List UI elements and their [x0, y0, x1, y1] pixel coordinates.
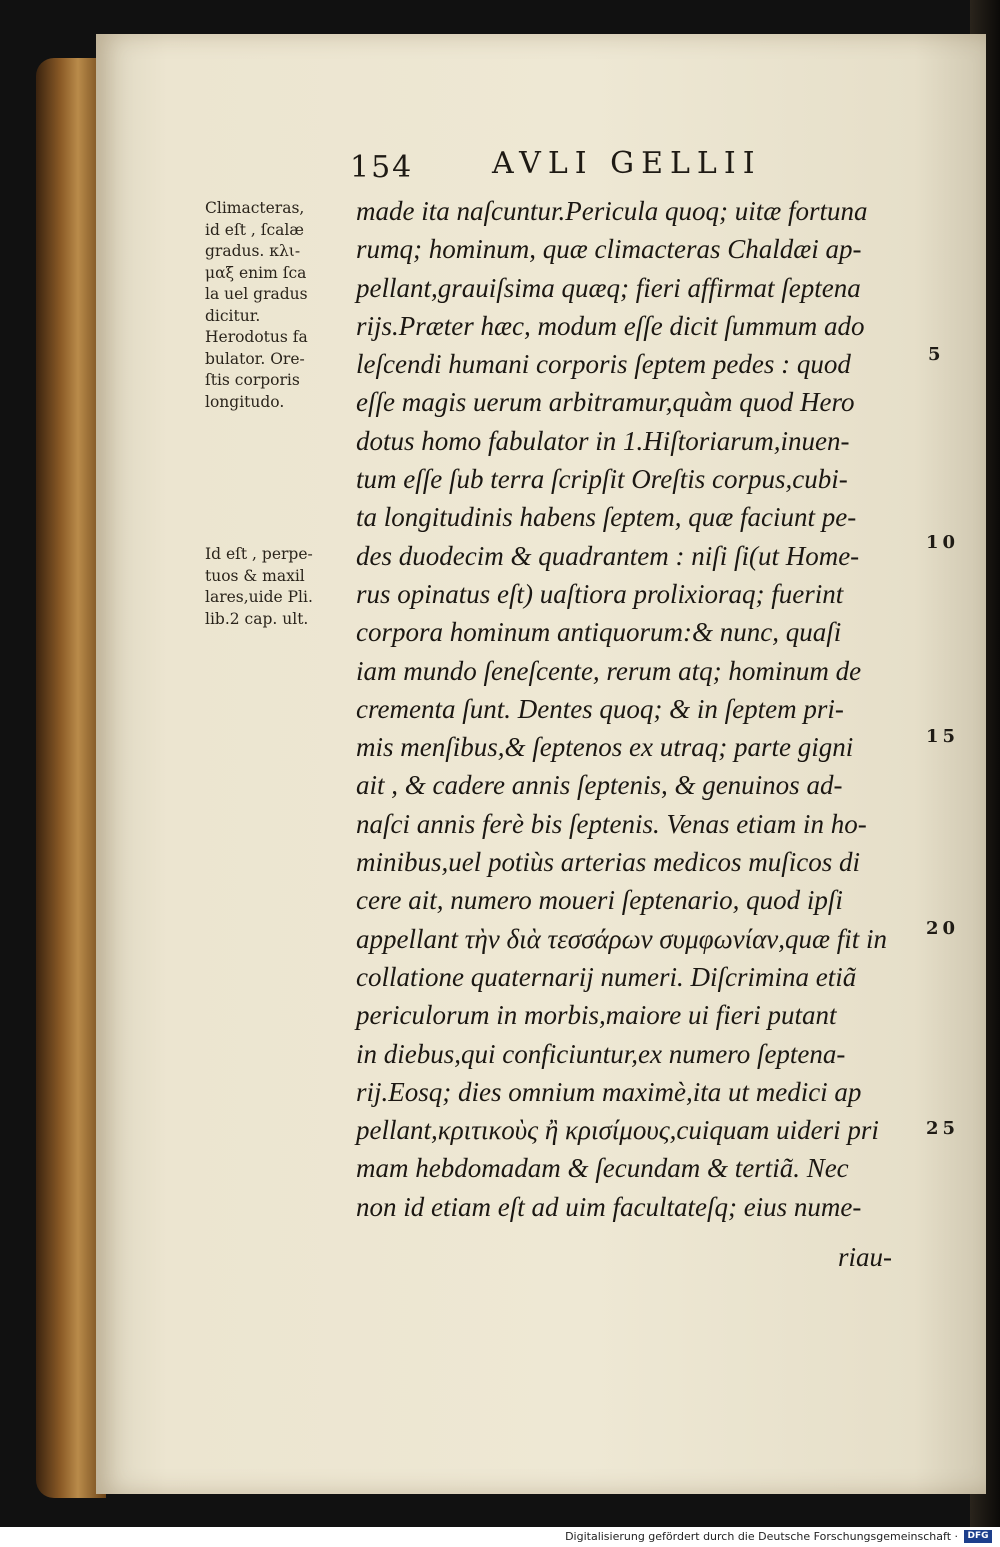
margin-note-climacteras: [205, 198, 308, 413]
text-line: rijs.Præter hæc, modum eſſe dicit ſummum ado: [356, 310, 865, 341]
line-number-25: 25: [926, 1118, 960, 1139]
text-line: minibus,uel potiùs arterias medicos muſicos di: [356, 847, 860, 878]
running-title: AVLI GELLII: [492, 146, 762, 181]
text-line: collatione quaternarij numeri. Diſcrimina etiã: [356, 961, 857, 992]
catchword: riau-: [838, 1242, 892, 1272]
text-line: pellant,grauiſsima quæq; fieri affirmat ſeptena: [356, 272, 861, 303]
text-line: corpora hominum antiquorum:& nunc, quaſi: [356, 617, 842, 648]
text-line: ta longitudinis habens ſeptem, quæ faciunt pe-: [356, 502, 857, 533]
margin-note-line: ſtis corporis: [205, 371, 300, 389]
line-number-20: 20: [926, 918, 960, 939]
margin-note-line: tuos & maxil: [205, 566, 305, 585]
line-number-15: 15: [926, 726, 960, 747]
funding-credit: Digitalisierung gefördert durch die Deutsche Forschungsgemeinschaft ·: [565, 1530, 958, 1543]
dfg-logo: DFG: [964, 1530, 992, 1543]
text-line: des duodecim & quadrantem : niſi ſi(ut Home-: [356, 540, 860, 571]
text-line: appellant τὴν διὰ τεσσάρων συμφωνίαν,quæ fit in: [356, 923, 888, 954]
margin-note-line: id eſt , ſcalæ: [205, 220, 304, 239]
margin-note-line: lib.2 cap. ult.: [205, 609, 309, 628]
text-line: rumq; hominum, quæ climacteras Chaldæi ap-: [356, 234, 862, 265]
text-line: eſſe magis uerum arbitramur,quàm quod Hero: [356, 387, 855, 418]
margin-note-teeth: [205, 544, 313, 630]
page-header: [350, 146, 770, 190]
footer-bar: [0, 1527, 1000, 1547]
text-line: periculorum in morbis,maiore ui fieri putant: [356, 1000, 837, 1031]
text-line: ait , & cadere annis ſeptenis, & genuinos ad-: [356, 770, 843, 801]
margin-note-line: lares,uide Pli.: [205, 588, 313, 606]
text-line: tum eſſe ſub terra ſcripſit Oreſtis corpus,cubi-: [356, 464, 848, 495]
text-line: rus opinatus eſt) uaſtiora prolixioraq; fuerint: [356, 578, 844, 609]
margin-note-line: longitudo.: [205, 392, 285, 411]
margin-note-line: Climacteras,: [205, 199, 305, 217]
margin-note-line: la uel gradus: [205, 285, 308, 303]
text-line: iam mundo ſeneſcente, rerum atq; hominum de: [356, 655, 862, 686]
margin-note-line: μαξ enim ſca: [205, 263, 307, 282]
text-line: leſcendi humani corporis ſeptem pedes : quod: [356, 349, 851, 380]
text-line: in diebus,qui conficiuntur,ex numero ſeptena-: [356, 1038, 846, 1069]
text-line: non id etiam eſt ad uim facultateſq; eius nume-: [356, 1191, 862, 1222]
text-line: naſci annis ferè bis ſeptenis. Venas etiam in ho-: [356, 808, 867, 839]
line-number-5: 5: [928, 344, 945, 365]
text-line: mis menſibus,& ſeptenos ex utraq; parte gigni: [356, 732, 854, 763]
margin-note-line: Herodotus fa: [205, 328, 308, 346]
text-line: pellant,κριτικοὺς ἢ κρισίμους,cuiquam uideri pri: [356, 1115, 879, 1146]
text-line: dotus homo fabulator in 1.Hiſtoriarum,inuen-: [356, 425, 850, 456]
text-line: cere ait, numero moueri ſeptenario, quod ipſi: [356, 885, 843, 916]
page-number: 154: [350, 150, 414, 185]
margin-note-line: bulator. Ore-: [205, 349, 305, 368]
text-line: crementa ſunt. Dentes quoq; & in ſeptem pri-: [356, 693, 844, 724]
margin-note-line: dicitur.: [205, 306, 261, 325]
margin-note-line: Id eſt , perpe-: [205, 545, 313, 563]
line-number-10: 10: [926, 532, 960, 553]
text-line: made ita naſcuntur.Pericula quoq; uitæ fortuna: [356, 196, 868, 226]
main-text: [356, 192, 916, 1226]
margin-note-line: gradus. κλι-: [205, 242, 301, 260]
text-line: rij.Eosq; dies omnium maximè,ita ut medici ap: [356, 1076, 862, 1107]
text-line: mam hebdomadam & ſecundam & tertiã. Nec: [356, 1153, 849, 1184]
